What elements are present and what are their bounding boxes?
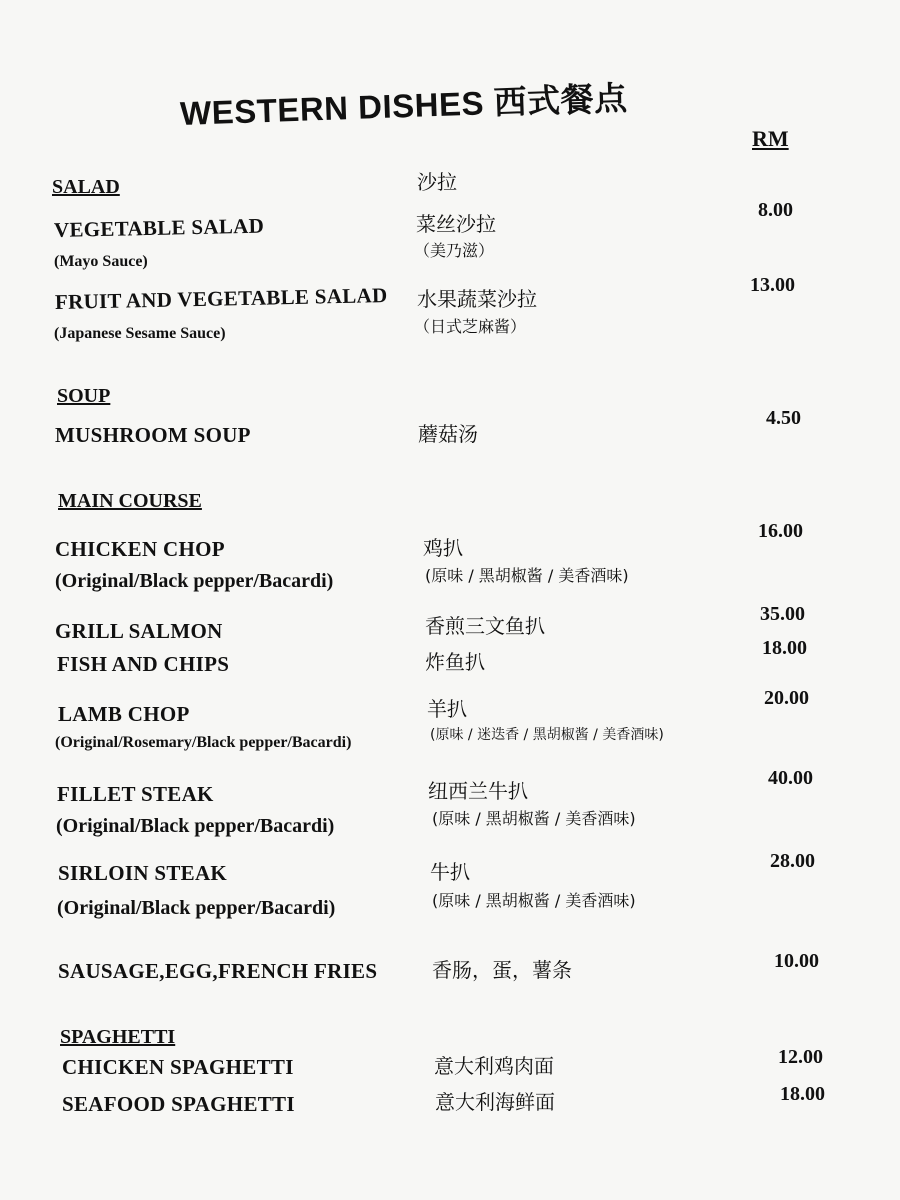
menu-item-name: SEAFOOD SPAGHETTI <box>62 1092 295 1116</box>
menu-item-price: 18.00 <box>762 637 807 659</box>
menu-item-price: 16.00 <box>758 520 803 542</box>
menu-item-name: GRILL SALMON <box>55 619 223 643</box>
menu-item-price: 13.00 <box>750 274 795 296</box>
menu-item-note-zh: (原味 / 黑胡椒酱 / 美香酒味) <box>432 891 636 910</box>
menu-item-note-zh: (原味 / 黑胡椒酱 / 美香酒味) <box>432 809 636 828</box>
menu-item-name: SAUSAGE,EGG,FRENCH FRIES <box>58 959 378 983</box>
section-heading-main-course: MAIN COURSE <box>58 490 202 512</box>
menu-item-name: FISH AND CHIPS <box>57 652 230 676</box>
section-heading-spaghetti: SPAGHETTI <box>60 1026 176 1048</box>
menu-item-note-zh: （美乃滋） <box>414 241 495 260</box>
menu-item-name-zh: 意大利海鲜面 <box>435 1090 555 1114</box>
currency-header: RM <box>752 126 789 151</box>
menu-item-price: 8.00 <box>758 199 793 221</box>
menu-title: WESTERN DISHES 西式餐点 <box>179 79 629 132</box>
menu-item-price: 28.00 <box>770 850 815 872</box>
menu-item-note: (Original/Black pepper/Bacardi) <box>57 897 336 919</box>
menu-item-name: FILLET STEAK <box>57 782 214 806</box>
menu-item-name-zh: 香肠，蛋，薯条 <box>432 958 572 982</box>
menu-item-note: (Japanese Sesame Sauce) <box>54 325 226 342</box>
menu-item-price: 40.00 <box>768 767 813 789</box>
menu-item-name-zh: 鸡扒 <box>423 536 463 560</box>
section-heading-salad-zh: 沙拉 <box>417 170 457 194</box>
section-heading-salad: SALAD <box>52 176 120 198</box>
menu-item-price: 18.00 <box>780 1083 825 1105</box>
menu-item-name-zh: 意大利鸡肉面 <box>434 1054 554 1078</box>
menu-item-name-zh: 水果蔬菜沙拉 <box>417 287 537 311</box>
menu-item-note: (Original/Black pepper/Bacardi) <box>55 570 334 592</box>
menu-item-name: SIRLOIN STEAK <box>58 861 228 885</box>
menu-item-price: 20.00 <box>764 687 809 709</box>
menu-item-note-zh: (原味 / 迷迭香 / 黑胡椒酱 / 美香酒味) <box>430 727 664 743</box>
menu-item-name: FRUIT AND VEGETABLE SALAD <box>54 283 388 314</box>
menu-item-note-zh: （日式芝麻酱） <box>414 317 527 336</box>
menu-item-price: 35.00 <box>760 603 805 625</box>
menu-item-name-zh: 羊扒 <box>427 697 467 721</box>
menu-item-price: 10.00 <box>774 950 819 972</box>
menu-item-name-zh: 香煎三文鱼扒 <box>425 614 545 638</box>
menu-item-name: LAMB CHOP <box>58 702 190 726</box>
section-heading-soup: SOUP <box>57 385 111 407</box>
menu-item-note: (Mayo Sauce) <box>54 253 148 270</box>
menu-item-name-zh: 牛扒 <box>430 860 470 884</box>
menu-item-note: (Original/Black pepper/Bacardi) <box>56 815 335 837</box>
menu-item-name-zh: 菜丝沙拉 <box>416 212 496 236</box>
menu-item-name: MUSHROOM SOUP <box>55 423 251 447</box>
menu-item-name: CHICKEN SPAGHETTI <box>62 1055 294 1079</box>
menu-item-price: 4.50 <box>766 407 801 429</box>
menu-item-price: 12.00 <box>778 1046 823 1068</box>
menu-item-note-zh: (原味 / 黑胡椒酱 / 美香酒味) <box>425 566 629 585</box>
menu-item-note: (Original/Rosemary/Black pepper/Bacardi) <box>55 734 352 751</box>
menu-item-name-zh: 蘑菇汤 <box>418 422 478 446</box>
menu-item-name: VEGETABLE SALAD <box>53 213 265 242</box>
menu-item-name: CHICKEN CHOP <box>55 537 225 561</box>
menu-item-name-zh: 炸鱼扒 <box>425 650 485 674</box>
menu-item-name-zh: 纽西兰牛扒 <box>428 779 528 803</box>
